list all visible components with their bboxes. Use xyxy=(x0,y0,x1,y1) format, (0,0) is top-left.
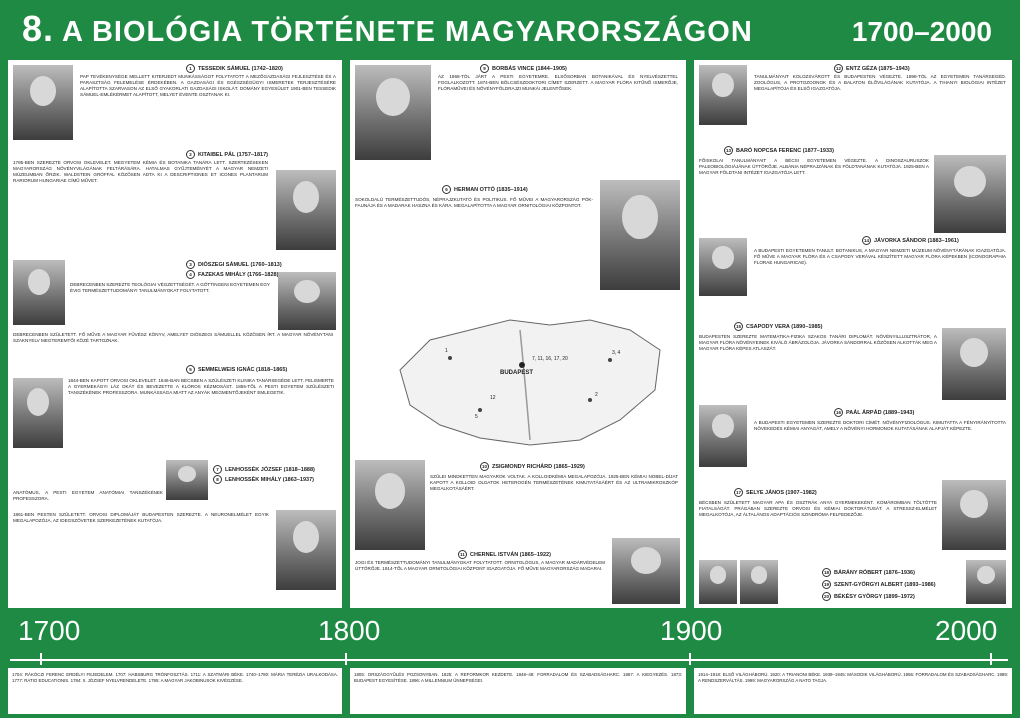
scientist-name: 15 CSAPODY VERA (1890–1985) xyxy=(735,324,823,330)
title-text: A BIOLÓGIA TÖRTÉNETE MAGYARORSZÁGON xyxy=(62,16,753,48)
scientist-bio: AZ 1868-TÓL JÁRT A PESTI EGYETEMRE. ELSŐSORBAN BOTANIKÁVAL ÉS NYELVÉSZETTEL FOGLALKOZOTT. 1874-BEN BÖLCSÉSZDOKTORI CÍMET SZERZETT. A MAGYAR FLÓRA KITŰNŐ ISMERŐJE, FLÓRAMŰVEI ÉS NÖVÉNYFÖLDRAJZI MUNKÁI JELENTŐSEK. xyxy=(438,74,678,91)
timeline-period xyxy=(694,668,1012,714)
scientist-name: 13 BARÓ NOPCSA FERENC (1877–1933) xyxy=(725,148,834,154)
scientist-bio: BUDAPESTEN SZEREZTE MATEMATIKA-FIZIKA SZAKOS TANÁRI DIPLOMÁT. NÖVÉNYILLUSZTRÁTOR, A MAGYAR FLÓRA NÖVÉNYEINEK KIVÁLÓ ÁBRÁZOLÓJA. JÁVORKA SÁNDORRAL KÖZÖSEN ALKOTTÁK MEG A MAGYAR FLÓRA KÉPES ATLASZÁT. xyxy=(699,334,937,351)
scientist-name: 2 KITAIBEL PÁL (1757–1817) xyxy=(186,150,268,159)
portrait-csapody xyxy=(942,328,1006,400)
scientist-bio: SOKOLDALÚ TERMÉSZETTUDÓS, NÉPRAJZKUTATÓ ÉS POLITIKUS. FŐ MŰVEI A MAGYARORSZÁG PÓK-FAUNÁJA ÉS A MADARAK HASZNA ÉS KÁRA. MEGALAPÍTOTTA A MAGYAR ORNITOLÓGIAI KÖZPONTOT. xyxy=(355,197,593,208)
portrait-zsigmondy xyxy=(355,460,425,550)
portrait-entz xyxy=(699,65,747,125)
timeline-axis xyxy=(10,659,1008,661)
timeline-period xyxy=(350,668,686,714)
year-range: 1700–2000 xyxy=(851,16,992,47)
portrait-nopcsa xyxy=(934,155,1006,233)
scientist-name: 12 ENTZ GÉZA (1875–1943) xyxy=(835,66,910,72)
scientist-bio: BÉCSBEN SZÜLETETT MAGYAR APA ÉS OSZTRÁK ANYA GYERMEKEKÉNT. KOMÁROMBAN TÖLTÖTTE FIATALSÁGÁT. PRÁGÁBAN SZEREZTE ORVOSI ÉS KÉMIAI DOKTORÁTUSÁT. A STRESSZ-ELMÉLET MEGALKOTÓJA, AZ ÁLTALÁNOS ADAPTÁCIÓS SZINDRÓMA FELFEDEZŐJE. xyxy=(699,500,937,517)
scientist-name: 20 BÉKÉSY GYÖRGY (1899–1972) xyxy=(823,594,915,600)
scientist-name: 6 HERMAN OTTÓ (1835–1914) xyxy=(442,185,528,194)
map-label: 7, 11, 16, 17, 20 xyxy=(532,356,568,362)
timeline-period xyxy=(8,668,342,714)
timeline-tick xyxy=(689,653,691,665)
chapter-number: 8. xyxy=(22,8,55,49)
map-label: 12 xyxy=(490,395,496,401)
portrait-lenhossek-jozsef xyxy=(166,460,208,500)
scientist-bio: JOGI ÉS TERMÉSZETTUDOMÁNYI TANULMÁNYOKAT FOLYTATOTT. ORNITOLÓGUS, A MAGYAR MADÁRVÉDELEM ÚTTÖRŐJE. 1914-TŐL A MAGYAR ORNITOLÓGIAI KÖZPONT IGAZGATÓJA. FŐ MŰVE MAGYARORSZÁG MADARAI. xyxy=(355,560,605,571)
scientist-bio: 1861-BEN PESTEN SZÜLETETT. ORVOSI DIPLOMÁJÁT BUDAPESTEN SZEREZTE. A NEURONELMÉLET EGYIK MEGALAPOZÓJA, AZ IDEGSZÖVETEK SZERKEZETÉNEK KUTATÓJA. xyxy=(13,512,269,523)
scientist-bio: TANULMÁNYAIT KOLOZSVÁROTT ÉS BUDAPESTEN VÉGEZTE. 1898-TÓL AZ EGYETEMEN TANÁRSEGÉD. ZOOLÓGUS, A PROTOZOONOK ÉS A BALATON ÉLŐVILÁGÁNAK KUTATÓJA. A TIHANYI BIOLÓGIAI INTÉZET MEGALAPÍTÓJA ÉS ELSŐ IGAZGATÓJA. xyxy=(754,74,1006,91)
timeline-tick xyxy=(345,653,347,665)
scientist-name: 17 SELYE JÁNOS (1907–1982) xyxy=(735,490,817,496)
scientist-bio: A BUDAPESTI EGYETEMEN TANULT. BOTANIKUS, A MAGYAR NEMZETI MÚZEUM NÖVÉNYTÁRÁNAK IGAZGATÓJA. FŐ MŰVE A MAGYAR FLÓRA ÉS A CSAPODY VERÁVAL KÉSZÍTETT MAGYAR FLÓRA KÉPEKBEN (ICONOGRAPHIA FLORAE HUNGARICAE). xyxy=(754,248,1006,265)
map-city: BUDAPEST xyxy=(500,370,534,376)
portrait-lenhossek-mihaly xyxy=(276,510,336,590)
map-label: 1 xyxy=(445,348,448,354)
scientist-bio: 1844-BEN KAPOTT ORVOSI OKLEVELET. 1846-BAN BÉCSBEN A SZÜLÉSZETI KLINIKA TANÁRSEGÉDE LETT. FELISMERTE A GYERMEKÁGYI LÁZ OKÁT ÉS BEVEZETTE A KLÓROS KÉZMOSÁST. 1855-TŐL A PESTI EGYETEM SZÜLÉSZETI TANSZÉKÉNEK PROFESSZORA. MUNKÁSSÁGA MIATT AZ ANYÁK MEGMENTŐJEKÉNT EMLEGETIK. xyxy=(68,378,334,395)
scientist-bio: DEBRECENBEN SZÜLETETT. FŐ MŰVE A MAGYAR FŰVÉSZ KÖNYV, AMELYET DIÓSZEGI SÁMUELLEL KÖZÖSEN ÍRT. A MAGYAR NÖVÉNYTANI SZAKNYELV MEGTEREMTŐI KÖZÉ TARTOZNAK. xyxy=(13,332,333,343)
timeline-label: 1700 xyxy=(18,615,81,646)
scientist-name: 9 BORBÁS VINCE (1844–1905) xyxy=(480,64,567,73)
scientist-bio: DEBRECENBEN SZEREZTE TEOLÓGIAI VÉGZETTSÉGÉT. A GÖTTINGENI EGYETEMEN EGY ÉVIG TERMÉSZETTUDOMÁNYI TANULMÁNYOKAT FOLYTATOTT. xyxy=(70,282,270,293)
scientist-name: 1 TESSEDIK SÁMUEL (1742–1820) xyxy=(186,64,283,73)
portrait-semmelweis xyxy=(13,378,63,448)
scientist-name: 8 LENHOSSÉK MIHÁLY (1863–1937) xyxy=(213,475,314,484)
portrait-paal xyxy=(699,405,747,467)
map-label: 5 xyxy=(475,414,478,420)
portrait-kitaibel xyxy=(276,170,336,250)
map-label: 2 xyxy=(595,392,598,398)
portrait-tessedik xyxy=(13,65,73,140)
scientist-bio: PAP TEVÉKENYSÉGE MELLETT KITERJEDT MUNKÁSSÁGOT FOLYTATOTT A MEZŐGAZDASÁGI FEJLESZTÉSE ÉS A PARASZTSÁG FELEMELÉSE ÉRDEKÉBEN. A GAZDASÁGI ÉS EGÉSZSÉGÜGYI ISMERETEK TERJESZTÉSÉRE ALAPÍTOTTA SZARVASON AZ ELSŐ GYAKORLATI GAZDASÁGI ISKOLÁT. DOMÁNY EGYESÜLET 1901-BEN TESSEDIK SÁMUEL-EMLÉKÉRMET ALAPÍTOTT, MELYET ÉVENTE OSZTANAK KI. xyxy=(80,74,336,97)
scientist-bio: 1785-BEN SZEREZTE ORVOSI OKLEVELET. MEGYETEM KÉMIA ÉS BOTANIKA TANÁRA LETT. SZERTEZÉSEKEN MAGYARORSZÁG NÖVÉNYVILÁGÁNAK FELTÁRÁSÁRA. HATALMAS GYŰJTEMÉNYÉT A MAGYAR NEMZETI MÚZEUMBAN ŐRZIK. WALDSTEIN GRÓFFAL KÖZÖSEN ADTA KI A DESCRIPTIONES ET ICONES PLANTARUM RARIORUM HUNGARIAE CÍMŰ MŰVET. xyxy=(13,160,268,183)
portrait-dioszegi xyxy=(13,260,65,325)
scientist-bio: SZÜLEI MINDKETTEN MAGYAROK VOLTAK. A KOLLOIDKÉMIA MEGALAPOZÓJA. 1925-BEN KÉMIAI NOBEL-DÍJAT KAPOTT A KOLLOID OLDATOK HETEROGÉN TERMÉSZETÉNEK KIMUTATÁSÁÉRT ÉS AZ ULTRAMIKROSZKÓP MEGALKOTÁSÁÉRT. xyxy=(430,474,678,491)
portrait-herman xyxy=(600,180,680,290)
portrait-javorka xyxy=(699,238,747,296)
period-text: 1704: RÁKÓCZI FERENC ERDÉLYI FEJEDELEM. 1707: HABSBURG TRÓNFOSZTÁS. 1711: A SZATMÁRI BÉKE. 1740–1780: MÁRIA TERÉZIA URALKODÁSA. 1777: RATIO EDUCATIONIS. 1784: II. JÓZSEF NYELVRENDELETE. 1795: A MAGYAR JAKOBINUSOK KIVÉGZÉSE. xyxy=(12,672,338,683)
portrait-barany xyxy=(699,560,737,604)
timeline-label: 1900 xyxy=(660,615,723,646)
portrait-chernel xyxy=(612,538,680,604)
scientist-name: 4 FAZEKAS MIHÁLY (1766–1828) xyxy=(186,270,278,279)
scientist-name: 7 LENHOSSÉK JÓZSEF (1818–1888) xyxy=(213,465,315,474)
scientist-name: 18 BÁRÁNY RÓBERT (1876–1936) xyxy=(823,570,915,576)
scientist-bio: A BUDAPESTI EGYETEMEN SZEREZTE DOKTORI CÍMÉT. NÖVÉNYFIZIOLÓGUS. KIMUTATTA A FÉNYIRÁNYÍTOTTA NÖVEKEDÉS KÉMIAI ANYAGÁT, AMELY A NÖVÉNYI HORMONOK KUTATÁSÁNAK ALAPJÁT KÉPEZTE. xyxy=(754,420,1006,431)
column-middle xyxy=(350,60,686,608)
column-left xyxy=(8,60,342,608)
map-label: 3, 4 xyxy=(612,350,621,356)
scientist-name: 16 PAÁL ÁRPÁD (1889–1943) xyxy=(835,410,915,416)
scientist-name: 11 CHERNEL ISTVÁN (1865–1922) xyxy=(458,550,551,559)
scientist-name: 3 DIÓSZEGI SÁMUEL (1760–1813) xyxy=(186,260,282,269)
scientist-bio: ANATÓMUS, A PESTI EGYETEM ANATÓMIAI TANSZÉKÉNEK PROFESSZORA. xyxy=(13,490,163,501)
period-text: 1805: ORSZÁGGYŰLÉS POZSONYBAN. 1825: A REFORMKOR KEZDETE. 1848–49: FORRADALOM ÉS SZABADSÁGHARC. 1867: A KIEGYEZÉS. 1873: BUDAPEST EGYESÍTÉSE. 1896: A MILLENNIUM ÜNNEPSÉGEI. xyxy=(354,672,682,683)
portrait-selye xyxy=(942,480,1006,550)
timeline-label: 1800 xyxy=(318,615,381,646)
timeline-tick xyxy=(40,653,42,665)
scientist-name: 10 ZSIGMONDY RICHÁRD (1865–1929) xyxy=(481,464,585,470)
scientist-bio: FŐISKOLAI TANULMÁNYAIT A BÉCSI EGYETEMEN VÉGEZTE. A DINOSZAURUSZOK PALEOBIOLÓGIÁJÁNAK ÚTTÖRŐJE. ALBÁNIA NÉPRAJZÁNAK ÉS FÖLDTANÁNAK KUTATÓJA. 1925-BEN A MAGYAR FÖLDTANI INTÉZET IGAZGATÓJA LETT. xyxy=(699,158,929,175)
portrait-borbas xyxy=(355,65,431,160)
page-title xyxy=(22,8,753,50)
portrait-bekesy xyxy=(966,560,1006,604)
timeline-tick xyxy=(990,653,992,665)
portrait-szent-gyorgyi xyxy=(740,560,778,604)
scientist-name: 5 SEMMELWEIS IGNÁC (1818–1865) xyxy=(186,365,287,374)
scientist-name: 14 JÁVORKA SÁNDOR (1883–1961) xyxy=(863,238,959,244)
portrait-fazekas xyxy=(278,272,336,330)
timeline-label: 2000 xyxy=(935,615,998,646)
map-graphic xyxy=(390,300,670,460)
map-hungary xyxy=(390,300,670,460)
scientist-name: 19 SZENT-GYÖRGYI ALBERT (1893–1986) xyxy=(823,582,936,588)
period-text: 1914–1918: ELSŐ VILÁGHÁBORÚ. 1920: A TRIANONI BÉKE. 1939–1945: MÁSODIK VILÁGHÁBORÚ. 1956: FORRADALOM ÉS SZABADSÁGHARC. 1989: A RENDSZERVÁLTÁS. 1999: MAGYARORSZÁG A NATO TAGJA. xyxy=(698,672,1008,683)
column-right xyxy=(694,60,1012,608)
